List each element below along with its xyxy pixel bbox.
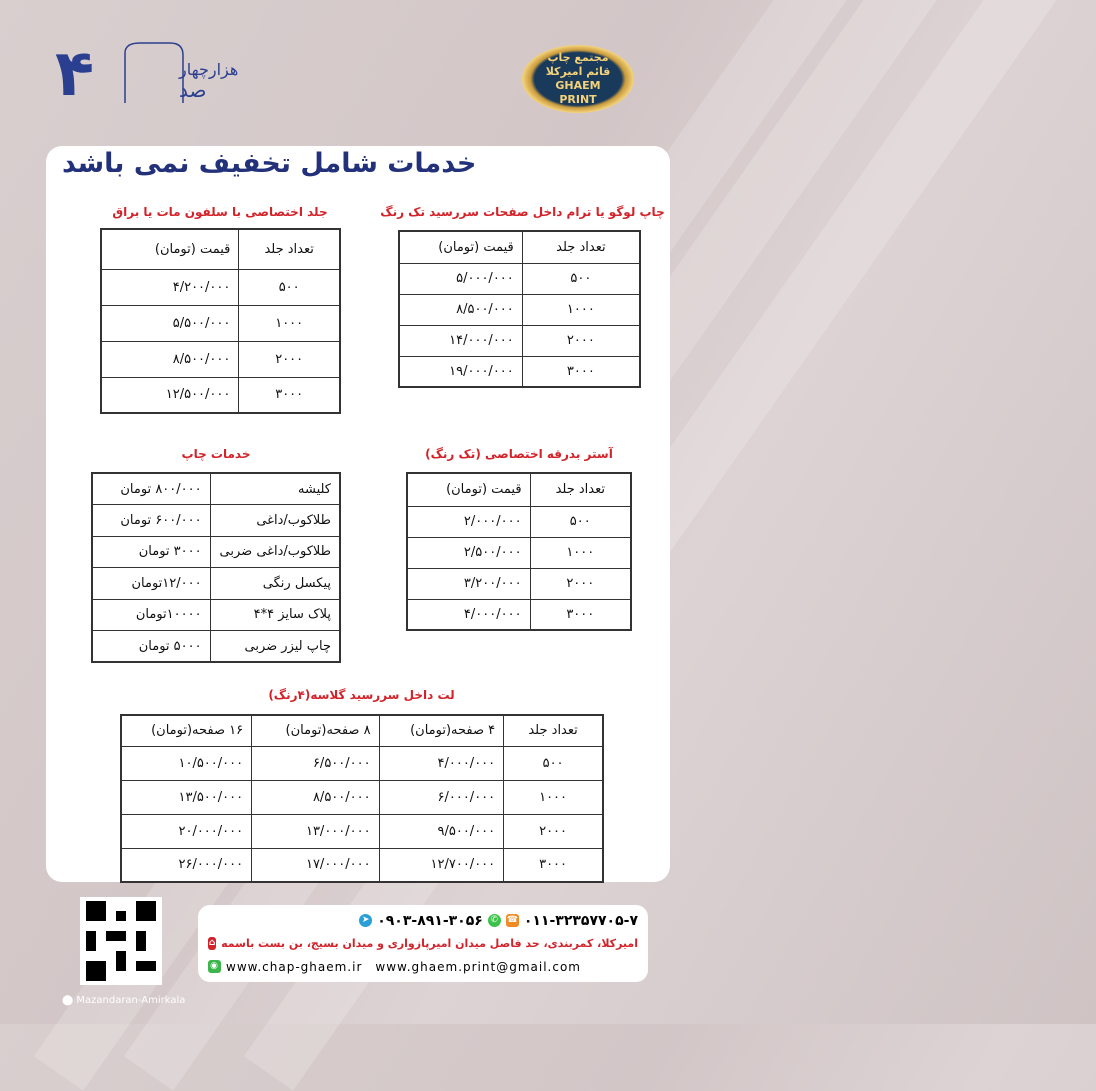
table-cell: ۳۰۰۰ [504, 848, 603, 882]
section-title-lining: آستر بدرقه اختصاصی (تک رنگ) [425, 447, 613, 461]
section-title-cover: جلد اختصاصی با سلفون مات یا براق [112, 205, 328, 219]
table-cell: ۲۰۰۰ [522, 325, 640, 356]
table-cell: ۸ صفحه(تومان) [252, 715, 379, 746]
table-cell: ۳۰۰۰ [530, 599, 631, 630]
table-cell: ۸۰۰/۰۰۰ تومان [92, 473, 210, 505]
hezar-chaharsad-logo [55, 35, 239, 111]
table-row [121, 746, 603, 780]
table-cell: قیمت (تومان) [399, 231, 522, 263]
services-table [91, 472, 341, 663]
table-cell: ۶/۰۰۰/۰۰۰ [379, 780, 504, 814]
table-header [101, 229, 340, 269]
table-cell: ۵/۵۰۰/۰۰۰ [101, 305, 239, 341]
lining-table [406, 472, 632, 631]
table-cell: پلاک سایز ۴*۴ [210, 599, 340, 631]
table-cell: کلیشه [210, 473, 340, 505]
table-cell: تعداد جلد [522, 231, 640, 263]
table-cell: ۶/۵۰۰/۰۰۰ [252, 746, 379, 780]
table-cell: تعداد جلد [530, 473, 631, 506]
table-cell: ۵۰۰ [504, 746, 603, 780]
location-pin-icon: ⬤ [62, 995, 77, 1006]
table-row [101, 269, 340, 305]
table-cell: ۱۲/۰۰۰تومان [92, 568, 210, 600]
table-cell: ۱۰۰۰ [530, 537, 631, 568]
table-row [101, 341, 340, 377]
table-row [121, 848, 603, 882]
table-header [121, 715, 603, 746]
table-cell: ۲۰۰۰ [504, 814, 603, 848]
telegram-icon: ➤ [359, 914, 372, 927]
section-title-glossy: لت داخل سررسید گلاسه(۴رنگ) [268, 688, 455, 702]
table-cell: پیکسل رنگی [210, 568, 340, 600]
glossy-table [120, 714, 604, 883]
table-cell: ۸/۵۰۰/۰۰۰ [101, 341, 239, 377]
whatsapp-icon: ✆ [488, 914, 501, 927]
section-title-logo-print: چاپ لوگو یا ترام داخل صفحات سررسید تک رنگ [380, 205, 665, 219]
table-row [101, 377, 340, 413]
table-cell: تعداد جلد [504, 715, 603, 746]
table-cell: ۲۰/۰۰۰/۰۰۰ [121, 814, 252, 848]
svg-text:۴: ۴ [55, 37, 95, 111]
globe-icon: ◉ [208, 960, 221, 973]
table-cell: ۲۰۰۰ [239, 341, 340, 377]
location-label [62, 995, 185, 1006]
table-row [399, 325, 640, 356]
table-cell: طلاکوب/داغی ضربی [210, 536, 340, 568]
home-icon: ⌂ [208, 938, 216, 948]
table-cell: ۵۰۰ [239, 269, 340, 305]
table-cell: ۱۳/۵۰۰/۰۰۰ [121, 780, 252, 814]
table-cell: ۳۰۰۰ تومان [92, 536, 210, 568]
table-cell: قیمت (تومان) [101, 229, 239, 269]
table-header [399, 231, 640, 263]
table-row [92, 631, 340, 663]
table-row [92, 505, 340, 537]
table-cell: ۵۰۰۰ تومان [92, 631, 210, 663]
table-row [407, 599, 631, 630]
table-cell: ۴/۰۰۰/۰۰۰ [407, 599, 530, 630]
phone-number[interactable]: ۰۱۱-۳۲۳۵۷۷۰۵-۷ [523, 912, 638, 929]
table-row [407, 506, 631, 537]
table-cell: ۲/۰۰۰/۰۰۰ [407, 506, 530, 537]
table-cell: ۳/۲۰۰/۰۰۰ [407, 568, 530, 599]
table-cell: ۸/۵۰۰/۰۰۰ [399, 294, 522, 325]
phone-icon: ☎ [506, 915, 518, 925]
table-cell: ۸/۵۰۰/۰۰۰ [252, 780, 379, 814]
table-row [121, 780, 603, 814]
cover-table [100, 228, 341, 414]
table-cell: قیمت (تومان) [407, 473, 530, 506]
location-text: Mazandaran-Amirkala [76, 995, 186, 1006]
section-title-services: خدمات چاپ [181, 447, 251, 461]
email-link[interactable]: www.ghaem.print@gmail.com [375, 959, 581, 974]
table-cell: ۱۰۰۰۰تومان [92, 599, 210, 631]
chap-ghaem-logo-text: مجتمع چاپ قائم امیرکلا GHAEM PRINT [545, 51, 611, 106]
qr-code [80, 897, 162, 985]
table-cell: ۱۴/۰۰۰/۰۰۰ [399, 325, 522, 356]
table-row [121, 814, 603, 848]
table-row [407, 537, 631, 568]
table-cell: ۲/۵۰۰/۰۰۰ [407, 537, 530, 568]
table-row [399, 356, 640, 387]
table-cell: ۱۰۰۰ [239, 305, 340, 341]
table-cell: ۲۶/۰۰۰/۰۰۰ [121, 848, 252, 882]
table-header [407, 473, 631, 506]
table-row [399, 263, 640, 294]
table-row [92, 568, 340, 600]
table-cell: ۱۰۰۰ [504, 780, 603, 814]
table-row [101, 305, 340, 341]
table-cell: تعداد جلد [239, 229, 340, 269]
table-row [92, 536, 340, 568]
table-row [92, 599, 340, 631]
svg-text:هزارچهار: هزارچهار [179, 60, 239, 79]
table-cell: ۱۷/۰۰۰/۰۰۰ [252, 848, 379, 882]
table-cell: ۵۰۰ [522, 263, 640, 294]
table-cell: طلاکوب/داغی [210, 505, 340, 537]
page-title: خدمات شامل تخفیف نمی باشد [62, 148, 477, 179]
website-link[interactable]: www.chap-ghaem.ir [226, 959, 363, 974]
table-cell: ۱۳/۰۰۰/۰۰۰ [252, 814, 379, 848]
table-cell: ۵۰۰ [530, 506, 631, 537]
table-cell: ۱۰/۵۰۰/۰۰۰ [121, 746, 252, 780]
table-cell: ۶۰۰/۰۰۰ تومان [92, 505, 210, 537]
table-cell: ۴/۲۰۰/۰۰۰ [101, 269, 239, 305]
table-cell: چاپ لیزر ضربی [210, 631, 340, 663]
table-cell: ۳۰۰۰ [522, 356, 640, 387]
table-cell: ۱۲/۷۰۰/۰۰۰ [379, 848, 504, 882]
logo-print-table [398, 230, 641, 388]
table-cell: ۴ صفحه(تومان) [379, 715, 504, 746]
table-row [407, 568, 631, 599]
table-cell: ۴/۰۰۰/۰۰۰ [379, 746, 504, 780]
mobile-number[interactable]: ۰۹۰۳-۸۹۱-۳۰۵۶ [377, 912, 483, 929]
table-cell: ۱۹/۰۰۰/۰۰۰ [399, 356, 522, 387]
table-cell: ۳۰۰۰ [239, 377, 340, 413]
table-cell: ۱۰۰۰ [522, 294, 640, 325]
table-row [399, 294, 640, 325]
table-cell: ۲۰۰۰ [530, 568, 631, 599]
address: امیرکلا، کمربندی، حد فاصل میدان امیرپازواری و میدان بسیج، بن بست باسمه [221, 937, 638, 950]
svg-text:صد: صد [179, 78, 207, 102]
chap-ghaem-logo [522, 45, 634, 113]
table-row [92, 473, 340, 505]
table-cell: ۹/۵۰۰/۰۰۰ [379, 814, 504, 848]
table-cell: ۱۶ صفحه(تومان) [121, 715, 252, 746]
table-cell: ۵/۰۰۰/۰۰۰ [399, 263, 522, 294]
table-cell: ۱۲/۵۰۰/۰۰۰ [101, 377, 239, 413]
contact-box [198, 905, 648, 982]
